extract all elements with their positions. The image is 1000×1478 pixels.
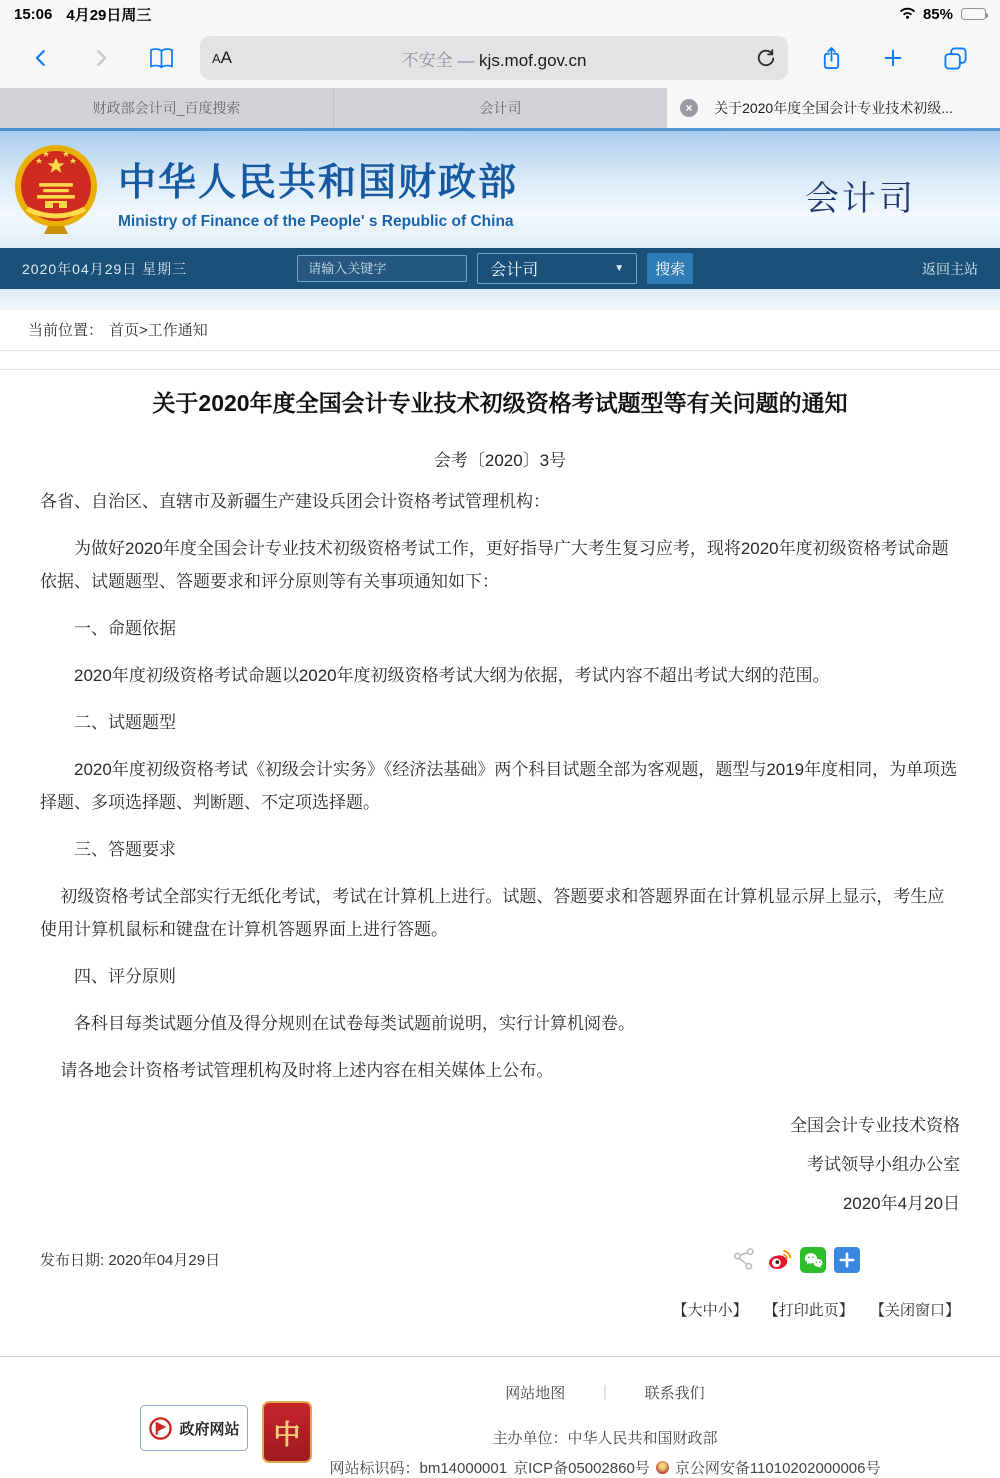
paragraph: 各省、自治区、直辖市及新疆生产建设兵团会计资格考试管理机构： <box>40 492 550 511</box>
chevron-right-icon <box>90 46 112 70</box>
gov-logo-icon <box>148 1416 173 1441</box>
sponsor-line: 主办单位：中华人民共和国财政部 <box>492 1430 718 1447</box>
content-divider <box>0 369 1000 370</box>
section-heading: 一、命题依据 <box>74 619 176 638</box>
print-page-button[interactable]: 【打印此页】 <box>763 1302 854 1319</box>
paragraph: 为做好2020年度全国会计专业技术初级资格考试工作，更好指导广大考生复习应考，现将2020年度初级资格考试命题依据、试题题型、答题要求和评分原则等有关事项通知如下： <box>40 539 949 591</box>
weibo-share-icon[interactable] <box>765 1246 792 1273</box>
publish-date: 发布日期: 2020年04月29日 <box>40 1252 221 1269</box>
department-title: 会计司 <box>805 180 916 218</box>
url-text: 不安全 — kjs.mof.gov.cn <box>401 50 587 70</box>
reload-button[interactable] <box>756 48 776 68</box>
clock: 15:06 <box>14 5 53 23</box>
status-bar <box>0 0 1000 28</box>
share-button[interactable] <box>814 41 848 75</box>
new-tab-button[interactable] <box>876 41 910 75</box>
sitemap-link[interactable]: 网站地图 <box>505 1385 566 1402</box>
back-to-main-site-link[interactable]: 返回主站 <box>922 260 978 277</box>
plus-icon <box>882 47 904 69</box>
search-input[interactable] <box>297 255 467 282</box>
nav-date: 2020年04月29日 星期三 <box>22 260 188 277</box>
signature-line: 考试领导小组办公室 <box>807 1155 960 1174</box>
paragraph: 各科目每类试题分值及得分规则在试卷每类试题前说明，实行计算机阅卷。 <box>74 1014 635 1033</box>
police-number[interactable]: 京公网安备11010202000006号 <box>674 1460 881 1477</box>
back-button[interactable] <box>24 41 58 75</box>
url-bar[interactable] <box>200 36 788 80</box>
wechat-share-icon[interactable] <box>800 1247 826 1273</box>
publish-row <box>40 1246 960 1273</box>
article <box>0 387 1000 1320</box>
gov-website-badge[interactable] <box>140 1405 248 1451</box>
footer-links: 网站地图 ｜ 联系我们 <box>505 1385 705 1402</box>
tabs-overview-button[interactable] <box>938 41 972 75</box>
close-tab-icon[interactable]: × <box>680 99 698 117</box>
site-code: 网站标识码：bm14000001 <box>329 1460 508 1477</box>
icp-number[interactable]: 京ICP备05002860号 <box>513 1460 650 1477</box>
font-size-button[interactable]: 【大中小】 <box>672 1302 748 1319</box>
footer <box>0 1356 1000 1477</box>
tab-kuaijisi[interactable]: 会计司 <box>333 88 667 128</box>
battery-icon <box>961 8 986 20</box>
tabs-icon <box>943 46 968 71</box>
browser-toolbar <box>0 28 1000 88</box>
party-emblem-badge[interactable]: 中 <box>262 1401 312 1463</box>
search-button[interactable]: 搜索 <box>647 253 693 284</box>
section-heading: 三、答题要求 <box>74 840 176 859</box>
site-nav-bar <box>0 248 1000 289</box>
section-heading: 二、试题题型 <box>74 713 176 732</box>
search-scope-select[interactable]: 会计司 ▼ <box>477 253 637 284</box>
contact-link[interactable]: 联系我们 <box>644 1385 705 1402</box>
close-window-button[interactable]: 【关闭窗口】 <box>869 1302 960 1319</box>
header-bottom-strip <box>0 289 1000 310</box>
national-emblem-icon <box>14 142 98 239</box>
tab-active-notice[interactable]: × 关于2020年度全国会计专业技术初级... <box>667 88 1000 128</box>
reload-icon <box>756 48 776 68</box>
breadcrumb-path[interactable]: 首页>工作通知 <box>109 322 208 339</box>
battery-percent: 85% <box>922 5 953 23</box>
status-date: 4月29日周三 <box>66 6 152 24</box>
paragraph: 2020年度初级资格考试《初级会计实务》《经济法基础》两个科目试题全部为客观题，题型与2019年度相同，为单项选择题、多项选择题、判断题、不定项选择题。 <box>40 760 958 812</box>
share-nodes-icon[interactable] <box>732 1247 757 1272</box>
chevron-down-icon: ▼ <box>614 263 625 274</box>
paragraph: 初级资格考试全部实行无纸化考试，考试在计算机上进行。试题、答题要求和答题界面在计算机显示屏上显示，考生应使用计算机鼠标和键盘在计算机答题界面上进行答题。 <box>40 887 945 939</box>
org-name-cn: 中华人民共和国财政部 <box>118 162 519 204</box>
paragraph: 2020年度初级资格考试命题以2020年度初级资格考试大纲为依据，考试内容不超出考试大纲的范围。 <box>74 666 830 685</box>
bookmarks-button[interactable] <box>144 41 178 75</box>
site-header <box>0 131 1000 248</box>
signature-block <box>40 1109 960 1220</box>
tab-bar <box>0 88 1000 128</box>
share-icon <box>820 45 843 71</box>
site-code-line <box>210 1457 1000 1478</box>
breadcrumb-label: 当前位置： <box>28 322 104 339</box>
page-title: 关于2020年度全国会计专业技术初级资格考试题型等有关问题的通知 <box>152 390 848 416</box>
reader-options-button[interactable]: A A <box>212 48 233 67</box>
article-actions <box>40 1299 960 1320</box>
org-name-en: Ministry of Finance of the People' s Republic of China <box>118 213 514 230</box>
document-number: 会考〔2020〕3号 <box>433 451 567 470</box>
paragraph: 请各地会计资格考试管理机构及时将上述内容在相关媒体上公布。 <box>60 1061 554 1080</box>
tab-baidu-search[interactable]: 财政部会计司_百度搜索 <box>92 100 241 116</box>
chevron-left-icon <box>30 46 52 70</box>
signature-date: 2020年4月20日 <box>842 1194 960 1213</box>
share-icons <box>732 1246 860 1273</box>
forward-button[interactable] <box>84 41 118 75</box>
police-badge-icon <box>656 1461 669 1474</box>
signature-line: 全国会计专业技术资格 <box>790 1116 960 1135</box>
more-share-icon[interactable] <box>834 1247 860 1273</box>
breadcrumb <box>0 310 1000 351</box>
section-heading: 四、评分原则 <box>74 967 176 986</box>
book-icon <box>148 47 175 70</box>
gov-badge-label: 政府网站 <box>179 1420 240 1438</box>
wifi-icon <box>898 5 917 24</box>
